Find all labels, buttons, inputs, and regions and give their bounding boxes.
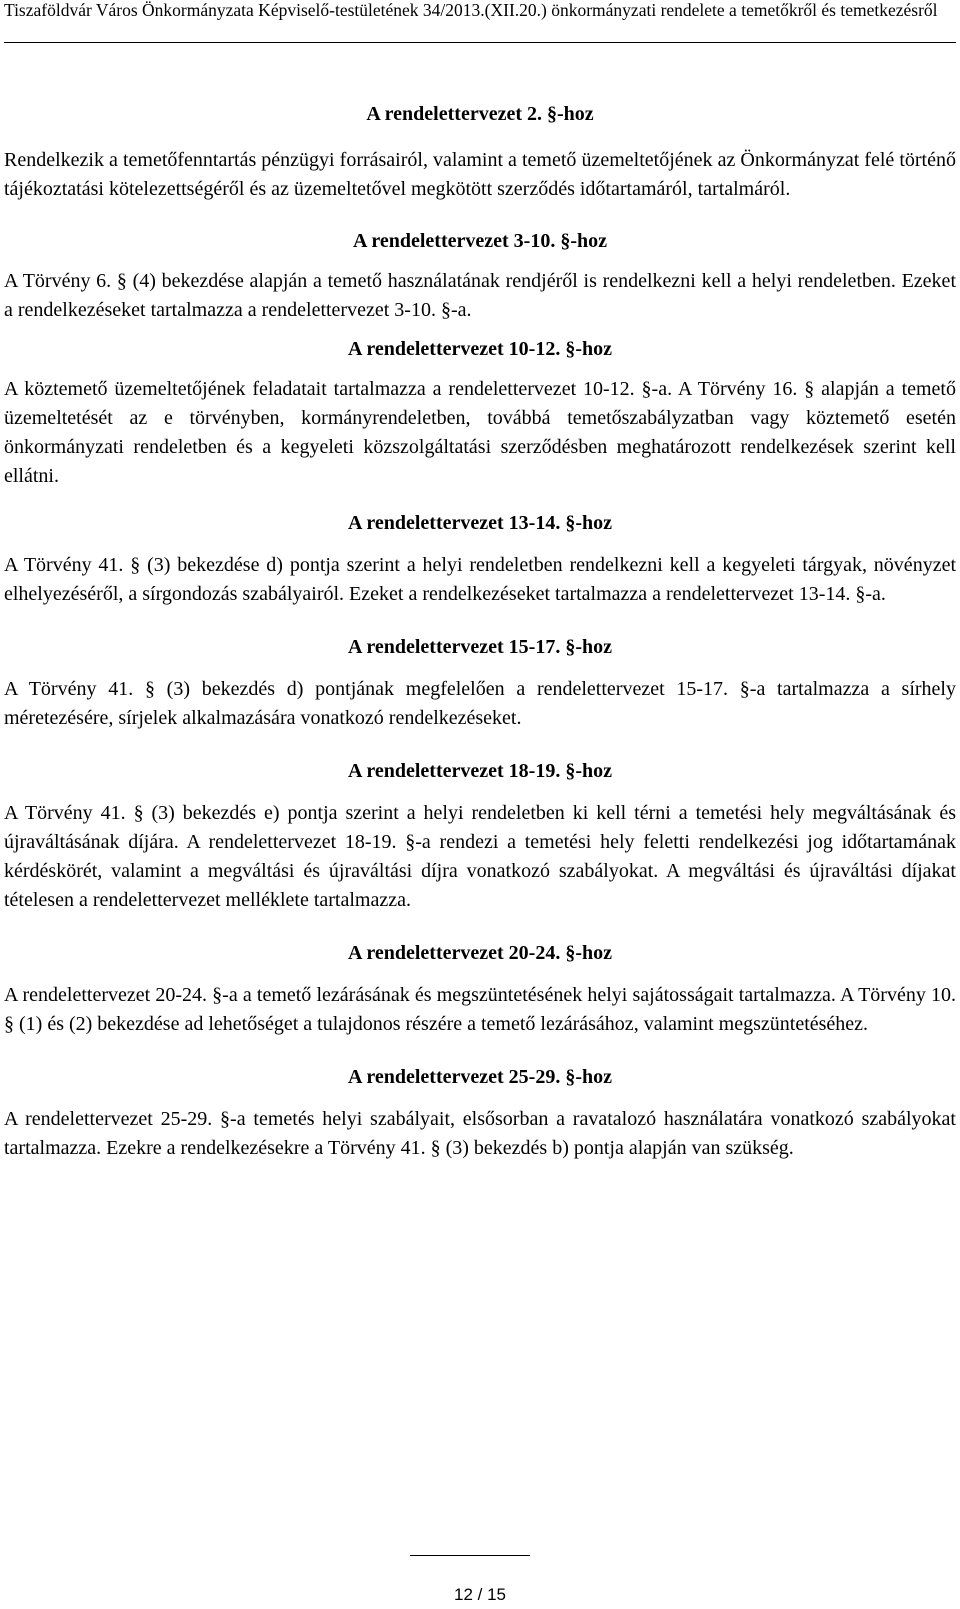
section-10-12 xyxy=(4,335,956,491)
document-body xyxy=(4,100,956,1163)
section-paragraph: A Törvény 41. § (3) bekezdés e) pontja szerint a helyi rendeletben ki kell térni a temetési hely megváltásának és újraváltásának díjára. A rendelettervezet 18-19. §-a rendezi a temetési hely feletti rendelkezési jog időtartamának kérdéskörét, valamint a megváltási és újraváltási díjra vonatkozó szabályokat. A megváltási és újraváltási díjakat tételesen a rendelettervezet melléklete tartalmazza. xyxy=(4,802,956,911)
section-18-19 xyxy=(4,757,956,915)
section-paragraph: A Törvény 6. § (4) bekezdése alapján a temető használatának rendjéről is rendelkezni kell a helyi rendeletben. Ezeket a rendelkezéseket tartalmazza a rendelettervezet 3-10. §-a. xyxy=(4,270,956,321)
section-heading: A rendelettervezet 2. §-hoz xyxy=(366,103,594,125)
section-paragraph: A rendelettervezet 25-29. §-a temetés helyi szabályait, elsősorban a ravatalozó használatára vonatkozó szabályokat tartalmazza. Ezekre a rendelkezésekre a Törvény 41. § (3) bekezdés b) pontja alapján van szükség. xyxy=(4,1108,956,1159)
page-footer xyxy=(0,1555,960,1609)
section-paragraph: A Törvény 41. § (3) bekezdés d) pontjának megfelelően a rendelettervezet 15-17. §-a tartalmazza a sírhely méretezésére, sírjelek alkalmazására vonatkozó rendelkezéseket. xyxy=(4,678,956,729)
footer-rule xyxy=(410,1555,530,1556)
section-paragraph: A köztemető üzemeltetőjének feladatait tartalmazza a rendelettervezet 10-12. §-a. A Törvény 16. § alapján a temető üzemeltetését az e törvényben, kormányrendeletben, továbbá temetőszabályzatban vagy köztemető esetén önkormányzati rendeletben és a kegyeleti közszolgáltatási szerződésben meghatározott rendelkezések szerint kell ellátni. xyxy=(4,378,956,487)
section-paragraph: A Törvény 41. § (3) bekezdése d) pontja szerint a helyi rendeletben rendelkezni kell a kegyeleti tárgyak, növényzet elhelyezéséről, a sírgondozás szabályairól. Ezeket a rendelkezéseket tartalmazza a rendelettervezet 13-14. §-a. xyxy=(4,554,956,605)
section-heading: A rendelettervezet 25-29. §-hoz xyxy=(348,1066,612,1088)
section-heading: A rendelettervezet 20-24. §-hoz xyxy=(348,942,612,964)
section-15-17 xyxy=(4,633,956,733)
section-paragraph: A rendelettervezet 20-24. §-a a temető lezárásának és megszüntetésének helyi sajátosságait tartalmazza. A Törvény 10. § (1) és (2) bekezdése ad lehetőséget a tulajdonos részére a temető lezárásához, valamint megszüntetéséhez. xyxy=(4,984,956,1035)
section-2 xyxy=(4,100,956,204)
section-paragraph: Rendelkezik a temetőfenntartás pénzügyi forrásairól, valamint a temető üzemeltetőjének az Önkormányzat felé történő tájékoztatási kötelezettségéről és az üzemeltetővel megkötött szerződés időtartamáról, tartalmáról. xyxy=(4,149,956,200)
section-heading: A rendelettervezet 10-12. §-hoz xyxy=(348,338,612,360)
section-heading: A rendelettervezet 13-14. §-hoz xyxy=(348,512,612,534)
section-heading: A rendelettervezet 18-19. §-hoz xyxy=(348,760,612,782)
section-heading: A rendelettervezet 3-10. §-hoz xyxy=(353,230,607,252)
section-20-24 xyxy=(4,939,956,1039)
section-13-14 xyxy=(4,509,956,609)
header-text: Tiszaföldvár Város Önkormányzata Képviselő-testületének 34/2013.(XII.20.) önkormányzati rendelete a temetőkről és temetkezésről xyxy=(4,0,938,20)
page-number: 12 / 15 xyxy=(454,1585,506,1604)
section-25-29 xyxy=(4,1063,956,1163)
page-header xyxy=(4,0,956,43)
section-3-10 xyxy=(4,227,956,325)
section-heading: A rendelettervezet 15-17. §-hoz xyxy=(348,636,612,658)
